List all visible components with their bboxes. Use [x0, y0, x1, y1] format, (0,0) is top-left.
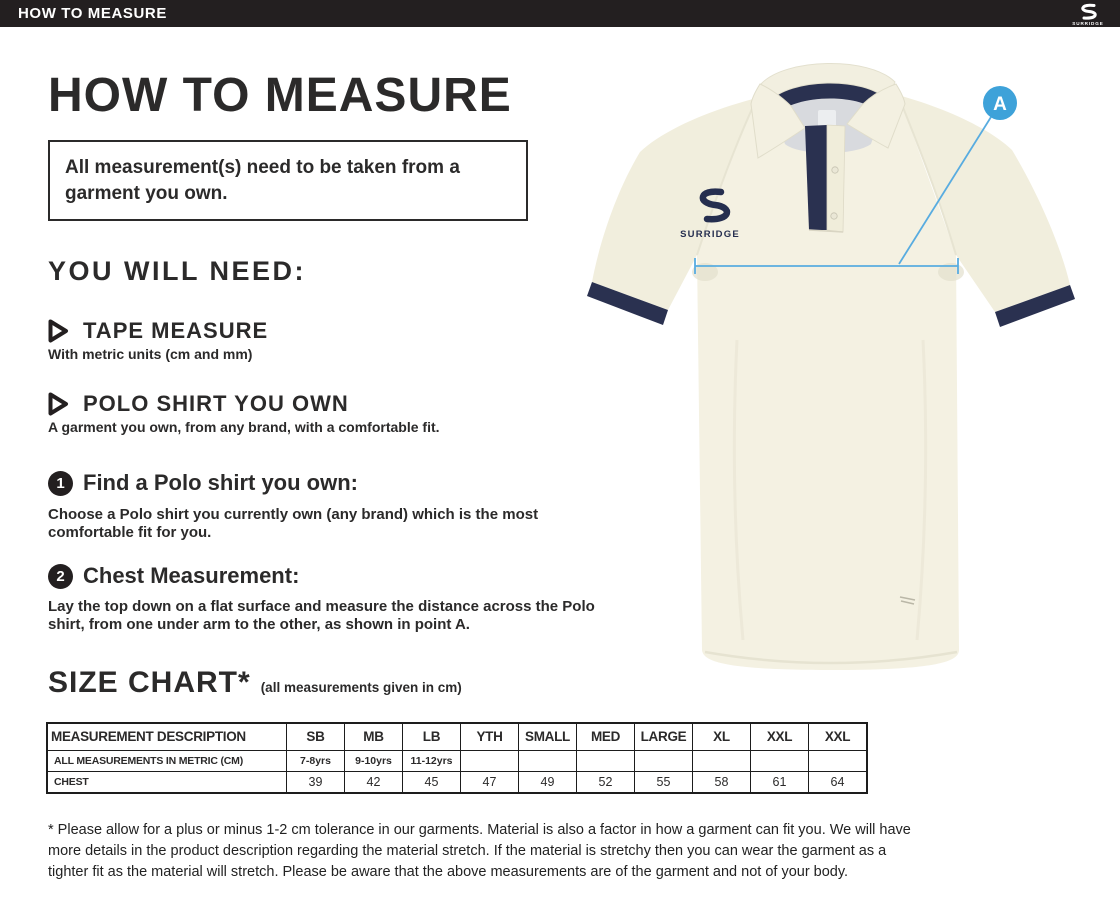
table-cell: [809, 750, 868, 771]
table-cell: 42: [345, 771, 403, 793]
step-2-title-row: [48, 563, 299, 589]
step-2-title: Chest Measurement:: [83, 563, 300, 588]
triangle-glyph: [51, 395, 67, 414]
step-2-number-badge: 2: [48, 564, 73, 589]
polo-shirt-svg: [555, 40, 1120, 690]
table-cell: 9-10yrs: [345, 750, 403, 771]
table-header-cell: YTH: [461, 723, 519, 750]
surridge-logo-icon: [1066, 2, 1120, 26]
table-cell: 11-12yrs: [403, 750, 461, 771]
need-item-title: POLO SHIRT YOU OWN: [83, 391, 349, 416]
need-item-tape-measure-desc: With metric units (cm and mm): [48, 346, 253, 362]
table-cell: [577, 750, 635, 771]
table-header-cell: XXL: [809, 723, 868, 750]
size-chart-title: SIZE CHART*: [48, 666, 251, 699]
table-header-row: [47, 723, 867, 750]
table-header-cell: MEASUREMENT DESCRIPTION: [47, 723, 287, 750]
table-cell: [693, 750, 751, 771]
table-cell: ALL MEASUREMENTS IN METRIC (CM): [47, 750, 287, 771]
triangle-glyph: [51, 322, 67, 341]
surridge-s-glyph: [1083, 5, 1095, 18]
table-cell: [751, 750, 809, 771]
triangle-bullet-icon: [48, 319, 69, 343]
step-1-description: Choose a Polo shirt you currently own (any brand) which is the most comfortable fit for you.: [48, 506, 539, 541]
size-chart-subtitle: (all measurements given in cm): [260, 680, 462, 695]
top-bar-title: HOW TO MEASURE: [18, 5, 167, 22]
table-cell: 45: [403, 771, 461, 793]
need-item-title: TAPE MEASURE: [83, 318, 269, 343]
table-row-chest: [47, 771, 867, 793]
shirt-logo-text: SURRIDGE: [680, 229, 740, 240]
table-cell: 55: [635, 771, 693, 793]
table-cell: 39: [287, 771, 345, 793]
surridge-logo-svg: [1066, 2, 1110, 26]
table-header-cell: SB: [287, 723, 345, 750]
table-cell: 7-8yrs: [287, 750, 345, 771]
top-bar: [0, 0, 1120, 27]
table-cell: 61: [751, 771, 809, 793]
table-header-cell: MB: [345, 723, 403, 750]
size-chart-table: [46, 722, 868, 794]
tolerance-footnote: * Please allow for a plus or minus 1-2 cm tolerance in our garments. Material is also a factor in how a garment can fit you. We will have more details in the product description regarding the material stretch. If the material is stretchy then you can wear the garment as a tighter fit as the material will stretch. Please be aware that the above measurements are of the garment and not of your body.: [48, 822, 911, 881]
table-cell: 58: [693, 771, 751, 793]
need-item-polo-shirt-desc: A garment you own, from any brand, with a comfortable fit.: [48, 419, 440, 435]
step-2-description: Lay the top down on a flat surface and measure the distance across the Polo shirt, from one under arm to the other, as shown in point A.: [48, 598, 595, 633]
table-cell: [461, 750, 519, 771]
surridge-logo-text: SURRIDGE: [1072, 20, 1104, 26]
table-cell: 64: [809, 771, 868, 793]
table-header-cell: LARGE: [635, 723, 693, 750]
table-cell: 49: [519, 771, 577, 793]
table-header-cell: XXL: [751, 723, 809, 750]
table-row-ages: [47, 750, 867, 771]
table-cell: CHEST: [47, 771, 287, 793]
table-cell: 47: [461, 771, 519, 793]
table-cell: [635, 750, 693, 771]
notice-box: All measurement(s) need to be taken from a garment you own.: [48, 140, 528, 221]
step-1-title-row: [48, 470, 358, 496]
step-1-title: Find a Polo shirt you own:: [83, 470, 358, 495]
table-header-cell: SMALL: [519, 723, 577, 750]
table-cell: 52: [577, 771, 635, 793]
table-header-cell: MED: [577, 723, 635, 750]
table-cell: [519, 750, 577, 771]
step-1-number-badge: 1: [48, 471, 73, 496]
size-chart-heading-row: [48, 666, 462, 700]
triangle-bullet-icon: [48, 392, 69, 416]
polo-shirt-image: [555, 40, 1120, 690]
you-will-need-heading: YOU WILL NEED:: [48, 256, 307, 286]
point-a-label: A: [993, 94, 1007, 115]
need-item-tape-measure: [48, 318, 268, 344]
placket-button: [831, 213, 837, 219]
page-title: HOW TO MEASURE: [48, 69, 512, 122]
need-item-polo-shirt: [48, 391, 349, 417]
placket-button: [832, 167, 838, 173]
table-header-cell: LB: [403, 723, 461, 750]
table-header-cell: XL: [693, 723, 751, 750]
